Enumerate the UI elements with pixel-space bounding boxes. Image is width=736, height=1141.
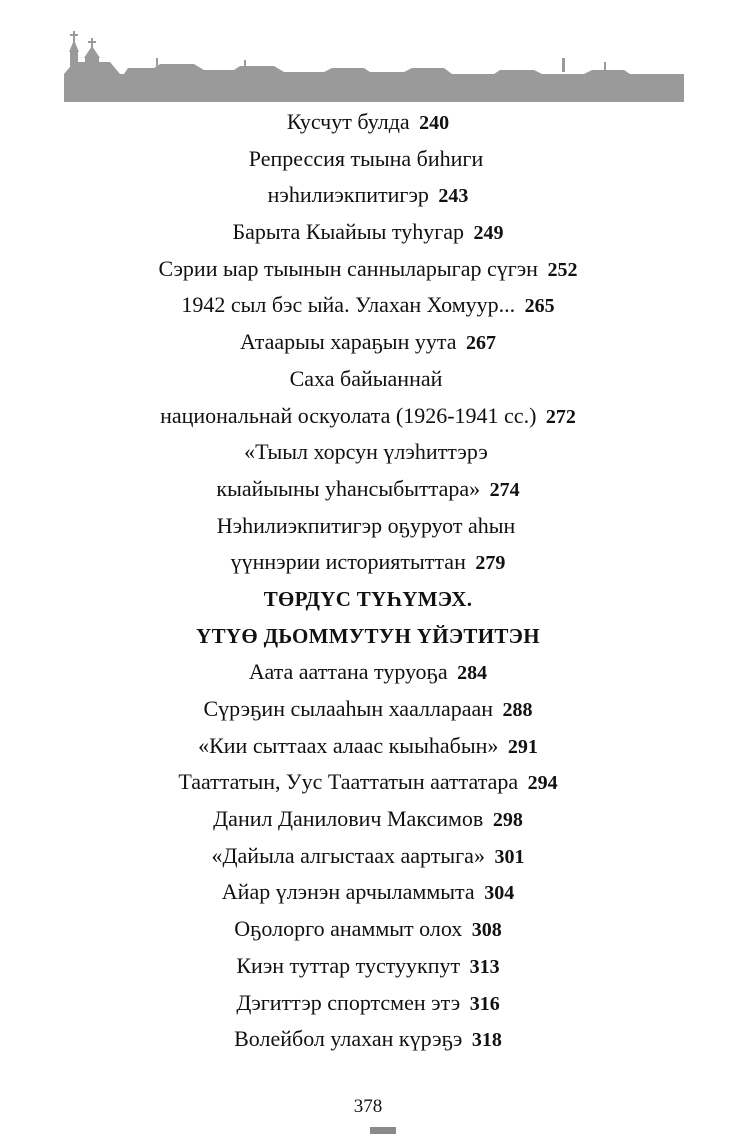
toc-entry (0, 544, 736, 581)
toc-entry (0, 1021, 736, 1058)
toc-entry-title: нэһилиэкпитигэр (267, 182, 429, 208)
toc-entry-page: 252 (547, 258, 578, 281)
toc-entry (0, 801, 736, 838)
toc-entry-page: 243 (438, 185, 469, 208)
page-number: 378 (353, 1096, 383, 1117)
footer-bar (370, 1127, 396, 1134)
toc-entry (0, 691, 736, 728)
toc-entry-title: «Дайыла алгыстаах аартыга» (211, 842, 485, 868)
toc-entry-page: 240 (419, 112, 450, 134)
toc-entry-title: Айар үлэнэн арчыламмыта (221, 879, 475, 905)
toc-entry (0, 508, 736, 545)
toc-entry-title: Аата ааттана туруоҕа (248, 659, 448, 685)
toc-entry (0, 251, 736, 288)
toc-entry (0, 141, 736, 178)
toc-entry-title: Дэгиттэр спортсмен этэ (236, 989, 461, 1015)
toc-entry-page: 313 (469, 955, 500, 978)
toc-entry (0, 287, 736, 324)
toc-entry (0, 654, 736, 691)
toc-entry-page: 284 (457, 662, 488, 685)
toc-entry-page: 316 (469, 992, 500, 1015)
section-heading-text: ТӨРДҮС ТҮҺҮМЭХ. (263, 586, 473, 611)
toc-entry-page: 249 (473, 222, 504, 245)
toc-entry-page: 298 (492, 809, 523, 832)
toc-entry (0, 728, 736, 765)
toc-entry-title: Киэн туттар тустуукпут (236, 952, 461, 978)
toc-entry-title: «Кии сыттаах алаас кыыһабын» (198, 732, 499, 758)
toc-entry-page: 304 (484, 882, 515, 905)
toc-entry-page: 301 (494, 845, 525, 868)
toc-entry (0, 838, 736, 875)
toc-entry (0, 177, 736, 214)
section-heading-text: ҮТҮӨ ДЬОММУТУН ҮЙЭТИТЭН (196, 623, 540, 648)
section-heading (0, 618, 736, 655)
section-heading (0, 581, 736, 618)
toc-entry-page: 267 (466, 332, 497, 355)
toc-entry-title: Оҕолорго анаммыт олох (234, 916, 463, 942)
toc-entry-title: кыайыыны уһансыбыттара» (216, 475, 481, 501)
toc-entry (0, 948, 736, 985)
table-of-contents (0, 104, 736, 1058)
toc-entry-page: 318 (471, 1029, 502, 1052)
toc-entry-title: Нэһилиэкпитигэр оҕуруот аһын (216, 512, 516, 538)
toc-entry-page: 265 (524, 295, 555, 318)
toc-entry-title: 1942 сыл бэс ыйа. Улахан Хомуур... (181, 292, 516, 318)
toc-entry-page: 291 (507, 735, 538, 758)
toc-entry-title: Данил Данилович Максимов (213, 806, 484, 832)
toc-entry-title: Волейбол улахан күрэҕэ (234, 1026, 463, 1052)
toc-entry-page: 272 (545, 405, 576, 428)
toc-entry (0, 471, 736, 508)
toc-entry-title: Барыта Кыайыы туһугар (232, 219, 464, 245)
toc-entry (0, 104, 736, 141)
toc-entry-title: үүннэрии историятыттан (230, 549, 466, 575)
toc-entry (0, 911, 736, 948)
toc-entry-page: 274 (489, 478, 520, 501)
toc-entry (0, 214, 736, 251)
toc-entry-page: 279 (475, 552, 506, 575)
toc-entry-title: Сүрэҕин сылааһын хааллараан (203, 696, 494, 721)
village-skyline-banner-icon (64, 28, 684, 102)
toc-entry-title: Кусчут булда (286, 109, 410, 134)
toc-entry-page: 308 (471, 919, 502, 942)
toc-entry (0, 985, 736, 1022)
toc-entry-title: Сэрии ыар тыынын санныларыгар сүгэн (158, 255, 538, 281)
toc-entry (0, 434, 736, 471)
toc-entry (0, 874, 736, 911)
toc-entry (0, 361, 736, 398)
toc-entry (0, 324, 736, 361)
toc-entry-page: 294 (527, 772, 558, 795)
toc-entry-page: 288 (502, 699, 533, 721)
toc-entry (0, 764, 736, 801)
toc-entry (0, 398, 736, 435)
toc-entry-title: «Тыыл хорсун үлэһиттэрэ (244, 439, 488, 465)
toc-entry-title: Атаарыы хараҕын уута (239, 329, 457, 355)
toc-entry-title: национальнай оскуолата (1926-1941 сс.) (160, 402, 537, 428)
toc-entry-title: Тааттатын, Уус Тааттатын ааттатара (178, 769, 519, 795)
toc-entry-title: Саха байыаннай (289, 365, 443, 391)
toc-entry-title: Репрессия тыына биһиги (248, 145, 484, 171)
